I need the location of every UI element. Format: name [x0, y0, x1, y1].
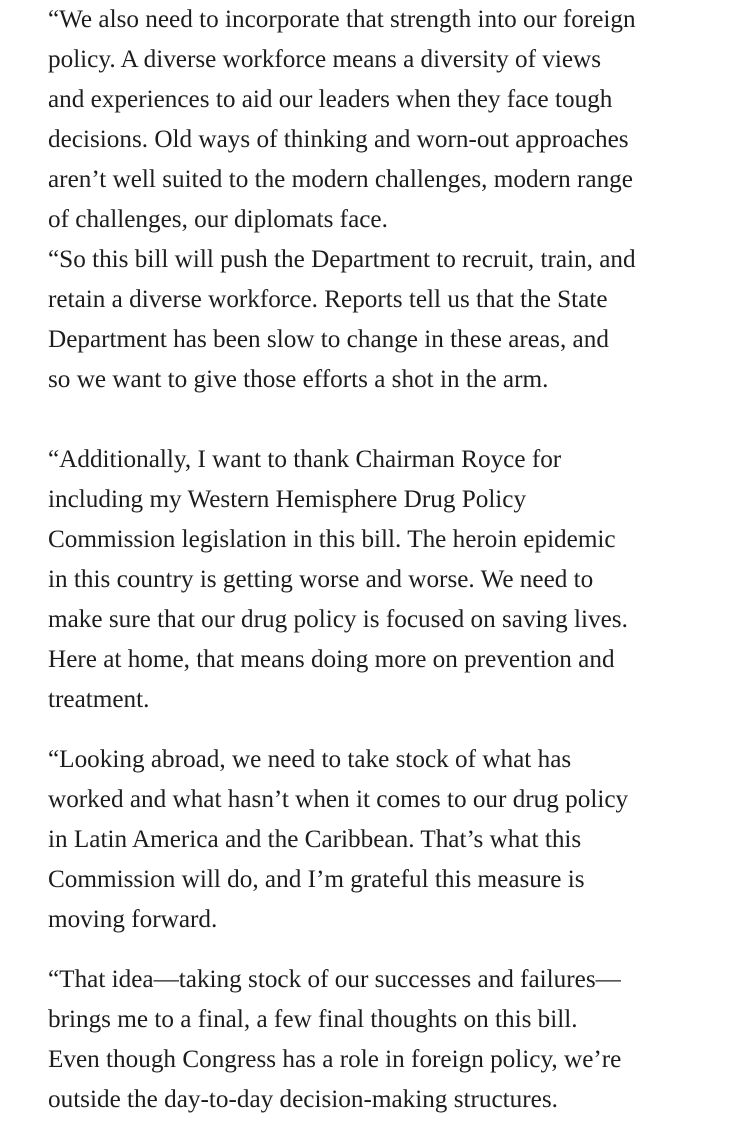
text-line: outside the day-to-day decision-making structures.	[48, 1086, 558, 1113]
text-line: “So this bill will push the Department to recruit, train, and	[48, 246, 636, 273]
text-line: in this country is getting worse and worse. We need to	[48, 566, 594, 593]
text-line: “Looking abroad, we need to take stock of what has	[48, 746, 572, 773]
text-line: so we want to give those efforts a shot in the arm.	[48, 366, 549, 393]
text-line: including my Western Hemisphere Drug Policy	[48, 486, 527, 513]
text-line: retain a diverse workforce. Reports tell us that the State	[48, 286, 608, 313]
paragraph-drug-policy-commission	[48, 440, 738, 720]
paragraph-final-thoughts	[48, 960, 738, 1120]
text-line: “Additionally, I want to thank Chairman Royce for	[48, 446, 562, 473]
paragraph-diverse-workforce	[48, 240, 738, 400]
text-line: “That idea—taking stock of our successes and failures—	[48, 966, 621, 993]
text-line: make sure that our drug policy is focused on saving lives.	[48, 606, 628, 633]
text-line: decisions. Old ways of thinking and worn-out approaches	[48, 126, 629, 153]
text-line: Department has been slow to change in these areas, and	[48, 326, 609, 353]
text-line: Even though Congress has a role in foreign policy, we’re	[48, 1046, 622, 1073]
text-line: Here at home, that means doing more on prevention and	[48, 646, 615, 673]
paragraph-looking-abroad	[48, 740, 738, 940]
text-line: Commission legislation in this bill. The heroin epidemic	[48, 526, 616, 553]
text-line: of challenges, our diplomats face.	[48, 206, 388, 233]
text-line: in Latin America and the Caribbean. That’s what this	[48, 826, 582, 853]
text-line: worked and what hasn’t when it comes to our drug policy	[48, 786, 629, 813]
text-line: brings me to a final, a few final thoughts on this bill.	[48, 1006, 578, 1033]
text-line: aren’t well suited to the modern challenges, modern range	[48, 166, 633, 193]
text-line: and experiences to aid our leaders when they face tough	[48, 86, 613, 113]
text-line: moving forward.	[48, 906, 218, 933]
text-line: “We also need to incorporate that strength into our foreign	[48, 6, 636, 33]
text-line: Commission will do, and I’m grateful this measure is	[48, 866, 585, 893]
paragraph-foreign-policy	[48, 0, 738, 240]
text-line: treatment.	[48, 686, 150, 713]
text-line: policy. A diverse workforce means a diversity of views	[48, 46, 602, 73]
